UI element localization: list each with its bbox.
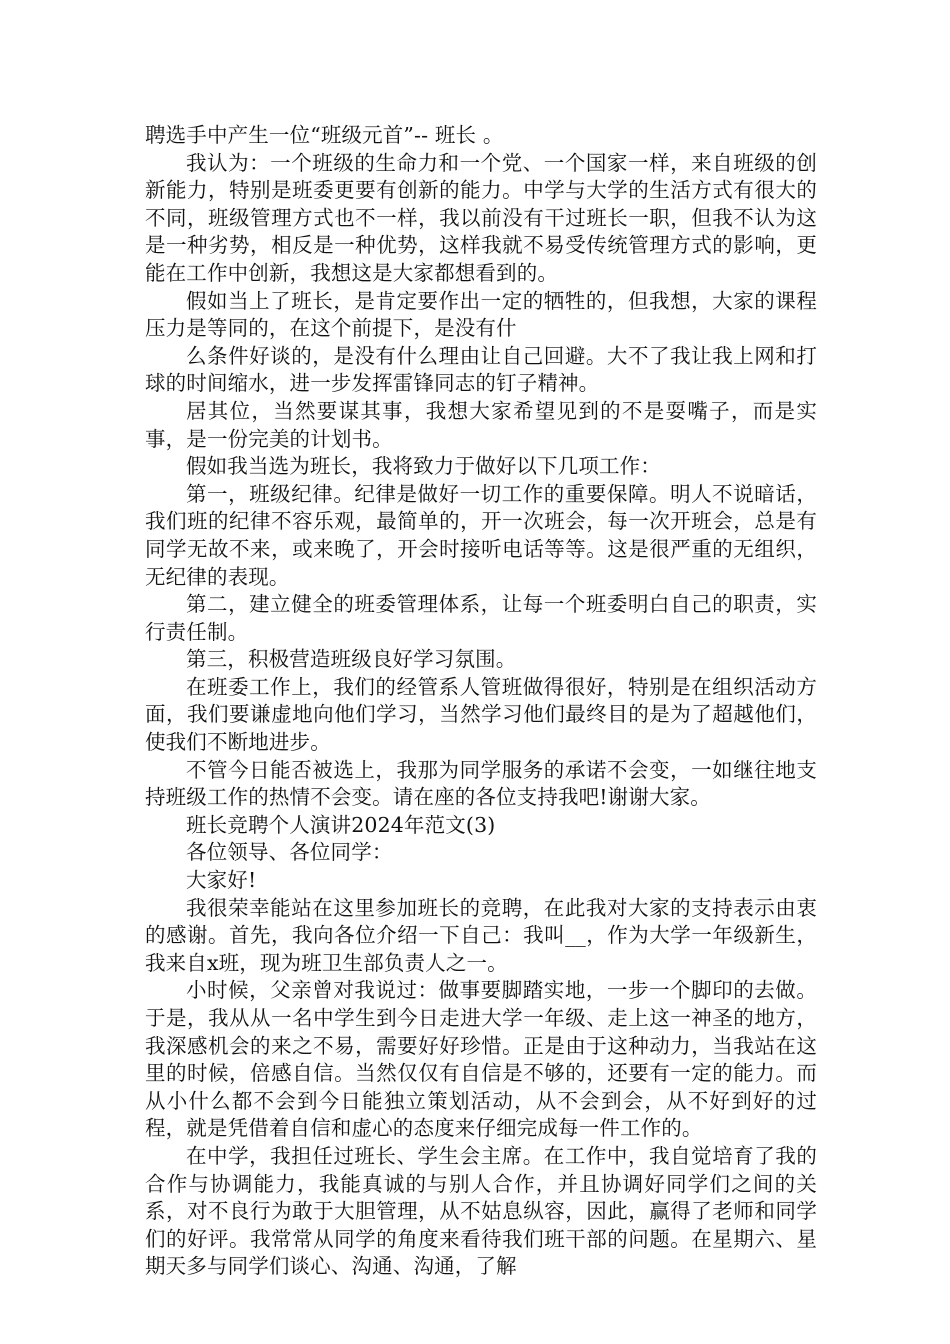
paragraph: 我很荣幸能站在这里参加班长的竞聘，在此我对大家的支持表示由衷的感谢。首先，我向各位介绍一下自己：我叫__，作为大学一年级新生，我来自x班，现为班卫生部负责人之一。 bbox=[145, 895, 817, 975]
paragraph: 第三，积极营造班级良好学习氛围。 bbox=[186, 647, 517, 672]
paragraph: 居其位，当然要谋其事，我想大家希望见到的不是耍嘴子，而是实事，是一份完美的计划书。 bbox=[145, 398, 817, 451]
paragraph: 第二，建立健全的班委管理体系，让每一个班委明白自己的职责，实行责任制。 bbox=[145, 592, 817, 644]
paragraph: 么条件好谈的，是没有什么理由让自己回避。大不了我让我上网和打球的时间缩水，进一步发挥雷锋同志的钉子精神。 bbox=[145, 343, 817, 396]
section-title: 班长竞聘个人演讲2024年范文(3) bbox=[186, 812, 496, 837]
paragraph: 在班委工作上，我们的经管系人管班做得很好，特别是在组织活动方面，我们要谦虚地向他们学习，当然学习他们最终目的是为了超越他们，使我们不断地进步。 bbox=[145, 674, 817, 755]
paragraph: 假如我当选为班长，我将致力于做好以下几项工作： bbox=[186, 454, 661, 479]
paragraph: 第一，班级纪律。纪律是做好一切工作的重要保障。明人不说暗话，我们班的纪律不容乐观，最简单的，开一次班会，每一次开班会，总是有同学无故不来，或来晚了，开会时接听电话等等。这是很严重的无组织，无纪律的表现。 bbox=[145, 481, 817, 589]
paragraph-continuation: 聘选手中产生一位“班级元首”-- 班长 。 bbox=[145, 123, 504, 147]
paragraph: 在中学，我担任过班长、学生会主席。在工作中，我自觉培育了我的合作与协调能力，我能真诚的与别人合作，并且协调好同学们之间的关系，对不良行为敢于大胆管理，从不姑息纵容，因此，赢得了老师和同学们的好评。我常常从同学的角度来看待我们班干部的问题。在星期六、星期天多与同学们谈心、沟通、沟通，了解 bbox=[145, 1143, 817, 1279]
document-body bbox=[145, 122, 817, 1281]
paragraph: 我认为：一个班级的生命力和一个党、一个国家一样，来自班级的创新能力，特别是班委更要有创新的能力。中学与大学的生活方式有很大的不同，班级管理方式也不一样，我以前没有干过班长一职，但我不认为这是一种劣势，相反是一种优势，这样我就不易受传统管理方式的影响，更能在工作中创新，我想这是大家都想看到的。 bbox=[145, 150, 817, 285]
paragraph: 假如当上了班长，是肯定要作出一定的牺牲的，但我想，大家的课程压力是等同的，在这个前提下，是没有什 bbox=[145, 288, 817, 341]
greeting: 大家好! bbox=[186, 868, 257, 893]
salutation: 各位领导、各位同学： bbox=[186, 840, 393, 865]
paragraph: 小时候，父亲曾对我说过：做事要脚踏实地，一步一个脚印的去做。于是，我从从一名中学生到今日走进大学一年级、走上这一神圣的地方，我深感机会的来之不易，需要好好珍惜。正是由于这种动力，当我站在这里的时候，倍感自信。当然仅仅有自信是不够的，还要有一定的能力。而从小什么都不会到今日能独立策划活动，从不会到会，从不好到好的过程，就是凭借着自信和虚心的态度来仔细完成每一件工作的。 bbox=[145, 978, 817, 1141]
paragraph: 不管今日能否被选上，我那为同学服务的承诺不会变，一如继往地支持班级工作的热情不会变。请在座的各位支持我吧!谢谢大家。 bbox=[145, 757, 817, 810]
